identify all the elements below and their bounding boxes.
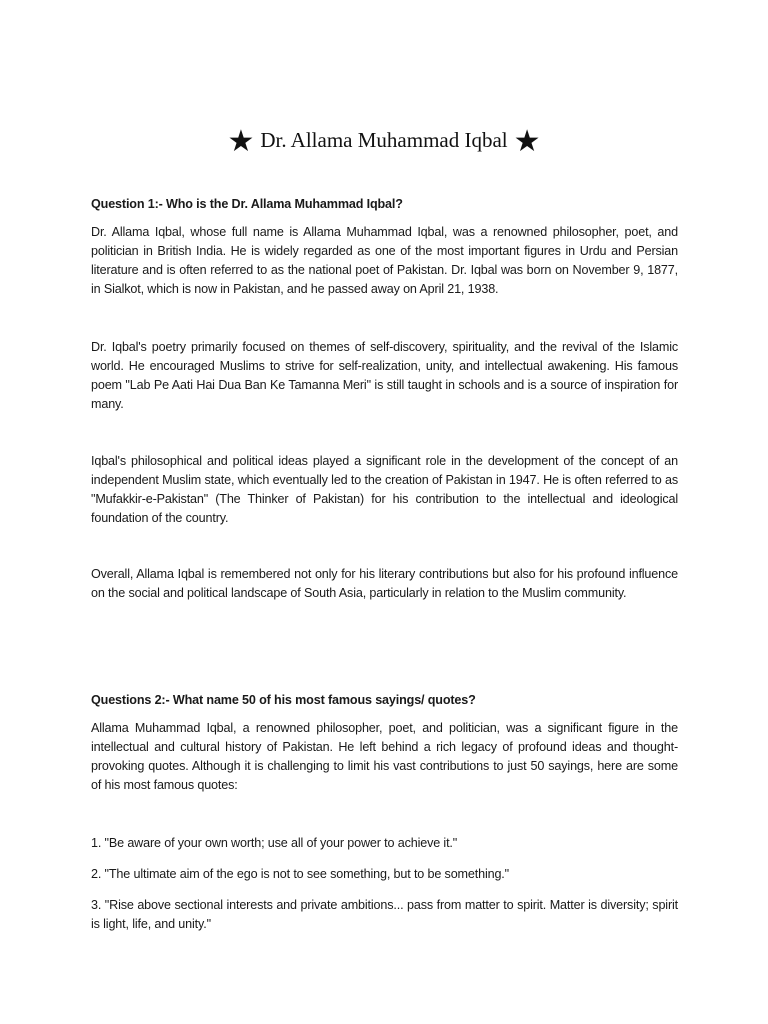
quote-item: 1. "Be aware of your own worth; use all of your power to achieve it.": [91, 836, 458, 850]
paragraph: Dr. Iqbal's poetry primarily focused on themes of self-discovery, spirituality, and the revival of the Islamic world. He encouraged Muslims to strive for self-realization, unity, and intellectual awakening. His famous poem "Lab Pe Aati Hai Dua Ban Ke Tamanna Meri" is still taught in schools and is a source of inspiration for many.: [91, 340, 678, 411]
paragraph: Dr. Allama Iqbal, whose full name is Allama Muhammad Iqbal, was a renowned philosopher, poet, and politician in British India. He is widely regarded as one of the most important figures in Urdu and Persian literature and is often referred to as the national poet of Pakistan. Dr. Iqbal was born on November 9, 1877, in Sialkot, which is now in Pakistan, and he passed away on April 21, 1938.: [91, 225, 678, 296]
star-icon: ★: [513, 125, 541, 158]
paragraph: Allama Muhammad Iqbal, a renowned philosopher, poet, and politician, was a significant figure in the intellectual and cultural history of Pakistan. He left behind a rich legacy of profound ideas and thought-provoking quotes. Although it is challenging to limit his vast contributions to just 50 sayings, here are some of his most famous quotes:: [91, 721, 678, 792]
quote-item: 3. "Rise above sectional interests and private ambitions... pass from matter to spirit. Matter is diversity; spirit is light, life, and unity.": [91, 898, 678, 931]
quote-item: 2. "The ultimate aim of the ego is not to see something, but to be something.": [91, 867, 509, 881]
star-icon: ★: [227, 125, 255, 158]
question-2-heading: Questions 2:- What name 50 of his most famous sayings/ quotes?: [91, 693, 476, 707]
question-1-heading: Question 1:- Who is the Dr. Allama Muhammad Iqbal?: [91, 197, 403, 211]
paragraph: Iqbal's philosophical and political ideas played a significant role in the development of the concept of an independent Muslim state, which eventually led to the creation of Pakistan in 1947. He is often referred to as "Mufakkir-e-Pakistan" (The Thinker of Pakistan) for his contribution to the intellectual and ideological foundation of the country.: [91, 454, 678, 525]
document-title: [0, 124, 768, 159]
title-text: Dr. Allama Muhammad Iqbal: [260, 128, 508, 152]
paragraph: Overall, Allama Iqbal is remembered not only for his literary contributions but also for his profound influence on the social and political landscape of South Asia, particularly in relation to the Muslim community.: [91, 567, 678, 600]
